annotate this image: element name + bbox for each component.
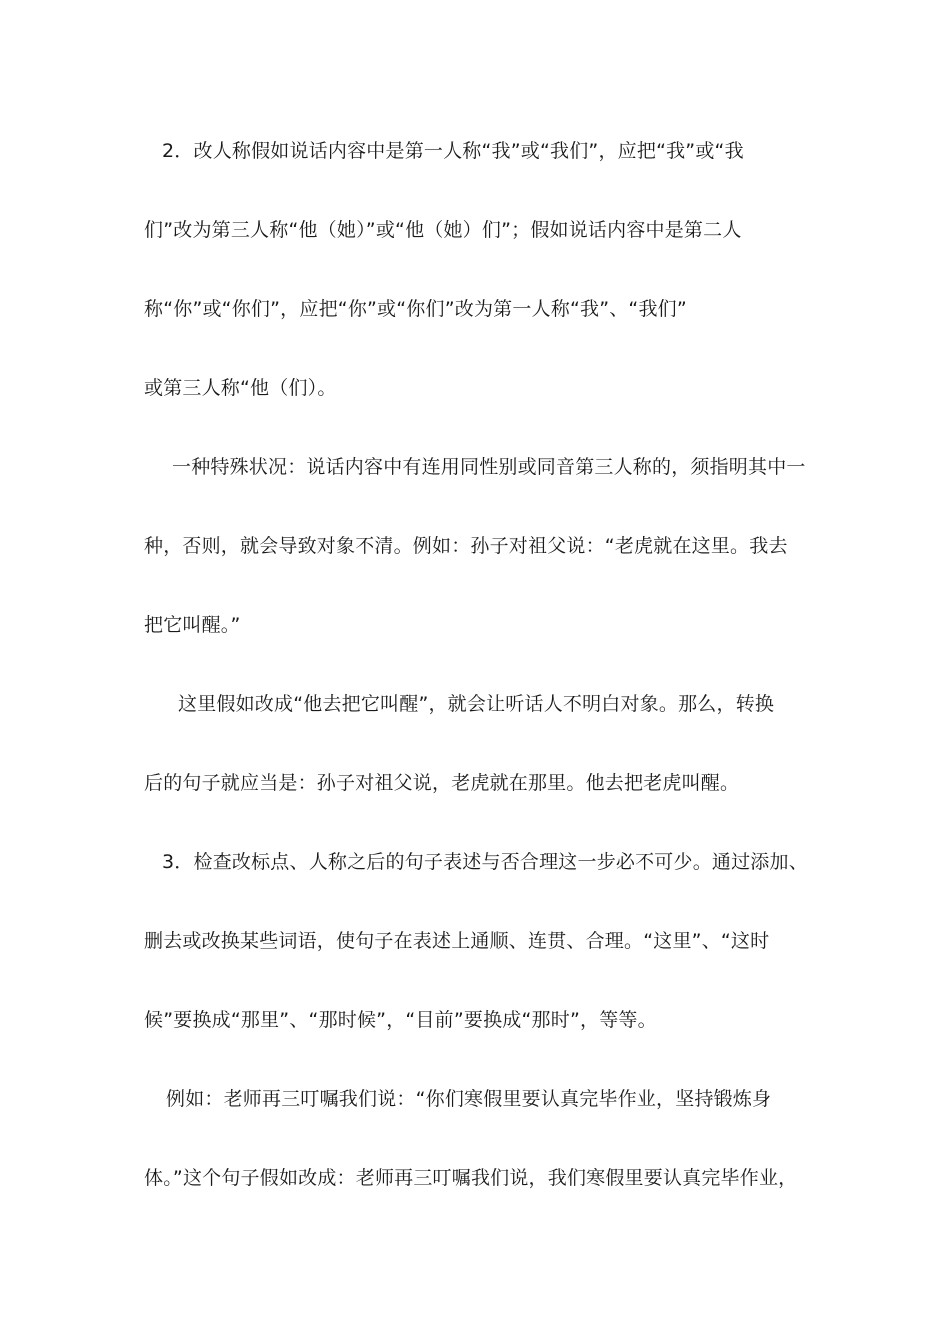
paragraph-1-line-2: 们”改为第三人称“他（她）”或“他（她）们”；假如说话内容中是第二人 <box>144 219 742 241</box>
paragraph-2-line-1: 一种特殊状况：说话内容中有连用同性别或同音第三人称的，须指明其中一 <box>172 456 806 478</box>
paragraph-2-line-3: 把它叫醒。” <box>144 614 241 636</box>
paragraph-4-line-3: 候”要换成“那里”、“那时候”，“目前”要换成“那时”，等等。 <box>144 1009 657 1031</box>
paragraph-1-line-4: 或第三人称“他（们）。 <box>144 377 337 399</box>
paragraph-1-line-3: 称“你”或“你们”，应把“你”或“你们”改为第一人称“我”、“我们” <box>144 298 687 320</box>
paragraph-1-line-1: 2．改人称假如说话内容中是第一人称“我”或“我们”，应把“我”或“我 <box>162 140 744 162</box>
paragraph-3-line-2: 后的句子就应当是：孙子对祖父说，老虎就在那里。他去把老虎叫醒。 <box>144 772 740 794</box>
paragraph-5-line-1: 例如：老师再三叮嘱我们说：“你们寒假里要认真完毕作业，坚持锻炼身 <box>166 1088 772 1110</box>
paragraph-5-line-2: 体。”这个句子假如改成：老师再三叮嘱我们说，我们寒假里要认真完毕作业， <box>144 1167 798 1189</box>
paragraph-2-line-2: 种，否则，就会导致对象不清。例如：孙子对祖父说：“老虎就在这里。我去 <box>144 535 788 557</box>
paragraph-4-line-2: 删去或改换某些词语，使句子在表述上通顺、连贯、合理。“这里”、“这时 <box>144 930 770 952</box>
paragraph-3-line-1: 这里假如改成“他去把它叫醒”，就会让听话人不明白对象。那么，转换 <box>178 693 775 715</box>
paragraph-4-line-1: 3．检查改标点、人称之后的句子表述与否合理这一步必不可少。通过添加、 <box>162 851 808 873</box>
